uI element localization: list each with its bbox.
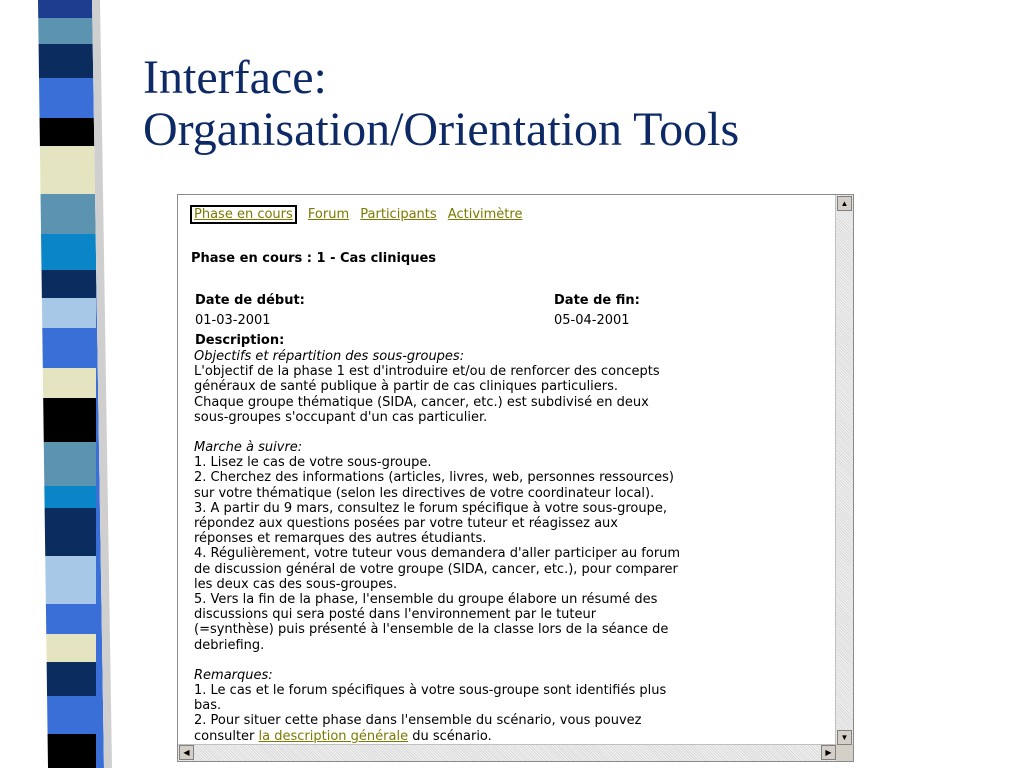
decorative-stripe	[0, 0, 118, 768]
objectives-heading: Objectifs et répartition des sous-groupes:	[194, 349, 465, 364]
slide-title-line1: Interface:	[143, 51, 327, 104]
steps-line: 3. A partir du 9 mars, consultez le forum spécifique à votre sous-groupe,	[194, 500, 667, 516]
end-date-value: 05-04-2001	[554, 313, 630, 328]
objectives-line: sous-groupes s'occupant d'un cas particulier.	[194, 409, 488, 425]
remarks-last-line	[194, 729, 837, 744]
end-date-column	[554, 291, 837, 331]
slide-title-line2: Organisation/Orientation Tools	[143, 103, 740, 156]
steps-line: sur votre thématique (selon les directives de votre coordinateur local).	[194, 485, 655, 501]
vertical-scrollbar[interactable]	[835, 195, 853, 746]
steps-line: de discussion général de votre groupe (SIDA, cancer, etc.), pour comparer	[194, 561, 678, 577]
start-date-value: 01-03-2001	[195, 313, 271, 328]
start-date-label: Date de début:	[195, 293, 305, 308]
objectives-line: généraux de santé publique à partir de cas cliniques particuliers.	[194, 379, 619, 395]
last-line-suffix: du scénario.	[408, 728, 492, 744]
steps-line: 1. Lisez le cas de votre sous-groupe.	[194, 455, 432, 471]
tab-activimetre[interactable]: Activimètre	[447, 207, 523, 222]
spacer	[194, 425, 837, 440]
description-label: Description:	[195, 333, 285, 348]
end-date-label: Date de fin:	[554, 293, 640, 308]
tab-forum[interactable]: Forum	[307, 207, 350, 222]
browser-window	[177, 194, 854, 762]
objectives-line: Chaque groupe thématique (SIDA, cancer, etc.) est subdivisé en deux	[194, 394, 649, 410]
steps-line: 2. Cherchez des informations (articles, livres, web, personnes ressources)	[194, 470, 674, 486]
steps-line: les deux cas des sous-groupes.	[194, 576, 398, 592]
horizontal-scrollbar[interactable]	[178, 744, 837, 761]
scroll-right-icon[interactable]: ▶	[821, 745, 836, 760]
remarks-line: 2. Pour situer cette phase dans l'ensemble du scénario, vous pouvez	[194, 713, 642, 729]
steps-line: 5. Vers la fin de la phase, l'ensemble du groupe élabore un résumé des	[194, 592, 658, 608]
steps-line: discussions qui sera posté dans l'environnement par le tuteur	[194, 607, 597, 623]
steps-line: répondez aux questions posées par votre tuteur et réagissez aux	[194, 516, 618, 532]
phase-page	[190, 205, 837, 744]
remarks-line: 1. Le cas et le forum spécifiques à votre sous-groupe sont identifiés plus	[194, 683, 667, 699]
general-description-link[interactable]: la description générale	[258, 728, 409, 744]
scroll-down-icon[interactable]: ▼	[837, 730, 852, 745]
tab-participants[interactable]: Participants	[360, 207, 437, 222]
steps-line: (=synthèse) puis présenté à l'ensemble de la classe lors de la séance de	[194, 622, 669, 638]
scroll-up-icon[interactable]: ▲	[837, 196, 852, 211]
objectives-line: L'objectif de la phase 1 est d'introduire et/ou de renforcer des concepts	[194, 364, 660, 380]
tab-phase-en-cours[interactable]: Phase en cours	[190, 205, 297, 224]
scrollbar-corner	[836, 745, 853, 761]
remarks-heading: Remarques:	[194, 667, 273, 683]
steps-line: réponses et remarques des autres étudiants.	[194, 531, 487, 547]
steps-line: debriefing.	[194, 637, 265, 653]
tab-bar	[190, 205, 837, 225]
phase-heading: Phase en cours : 1 - Cas cliniques	[191, 251, 437, 266]
steps-heading: Marche à suivre:	[194, 440, 303, 456]
page-viewport	[178, 195, 837, 746]
remarks-line: bas.	[194, 698, 222, 714]
spacer	[194, 653, 837, 668]
slide-title	[143, 52, 739, 156]
steps-line: 4. Régulièrement, votre tuteur vous demandera d'aller participer au forum	[194, 546, 681, 562]
description-body	[194, 349, 837, 744]
start-date-column	[195, 291, 495, 331]
last-line-prefix: consulter	[194, 728, 259, 744]
scroll-left-icon[interactable]: ◀	[179, 745, 194, 760]
